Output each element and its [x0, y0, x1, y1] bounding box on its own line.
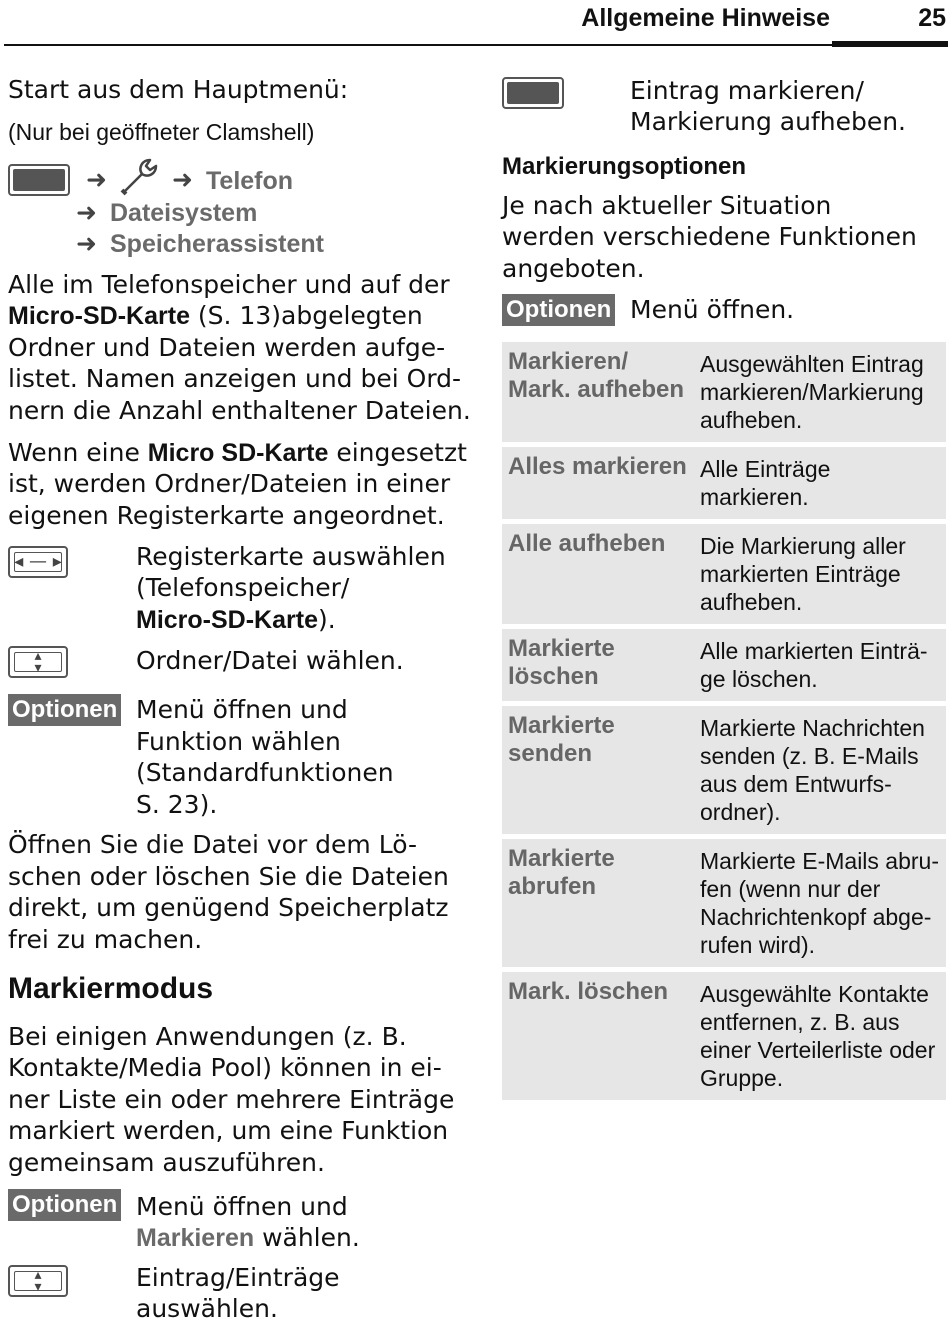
- paragraph-line: eigenen Registerkarte angeordnet.: [8, 501, 445, 530]
- step-fragment: ).: [317, 605, 336, 634]
- paragraph-line: gemeinsam auszuführen.: [8, 1148, 325, 1177]
- option-description: [694, 342, 946, 442]
- option-description: [694, 972, 946, 1100]
- option-desc-line: senden (z. B. E-Mails: [700, 743, 919, 769]
- option-name-line: Markierte: [508, 635, 615, 662]
- option-description: [694, 706, 946, 834]
- step-text: Menü öffnen und: [136, 1192, 348, 1221]
- option-name: [502, 629, 694, 701]
- step-text: Eintrag markieren/: [630, 76, 864, 105]
- table-row: [502, 706, 946, 839]
- option-name: [502, 839, 694, 967]
- step-text: [136, 604, 336, 637]
- table-row: [502, 447, 946, 524]
- paragraph-line: nern die Anzahl enthaltener Dateien.: [8, 396, 471, 425]
- option-name-line: Mark. aufheben: [508, 376, 685, 403]
- step-text: Eintrag/Einträge: [136, 1263, 340, 1292]
- header-rule: [4, 44, 948, 46]
- paragraph-line: Ordner und Dateien werden aufge-: [8, 333, 446, 362]
- option-desc-line: Ausgewählten Eintrag: [700, 351, 924, 377]
- option-desc-line: Ausgewählte Kontakte: [700, 981, 929, 1007]
- option-desc-line: Markierte Nachrichten: [700, 715, 925, 741]
- table-row: [502, 839, 946, 972]
- paragraph-line: [8, 437, 467, 470]
- step-text: [136, 1222, 360, 1255]
- option-desc-line: Nachrichtenkopf abge-: [700, 904, 932, 930]
- right-arrow-icon: ➜: [86, 165, 107, 194]
- section-heading: Markiermodus: [8, 972, 214, 1005]
- option-name: [502, 447, 694, 519]
- step-text: auswählen.: [136, 1294, 278, 1323]
- menu-term-markieren: Markieren: [136, 1224, 255, 1252]
- intro-note: (Nur bei geöffneter Clamshell): [8, 119, 315, 145]
- paragraph-line: schen oder löschen Sie die Dateien: [8, 862, 449, 891]
- step-fragment: wählen.: [254, 1223, 360, 1252]
- step-text: S. 23).: [136, 790, 218, 819]
- navigation-up-down-icon: ▴ ▾: [8, 646, 68, 678]
- step-text: Markierung aufheben.: [630, 107, 906, 136]
- option-desc-line: Gruppe.: [700, 1065, 784, 1091]
- paragraph-line: frei zu machen.: [8, 925, 203, 954]
- option-desc-line: rufen wird).: [700, 932, 816, 958]
- paragraph-line: Öffnen Sie die Datei vor dem Lö-: [8, 830, 417, 859]
- paragraph-line: werden verschiedene Funktionen: [502, 222, 917, 251]
- paragraph-line: listet. Namen anzeigen und bei Ord-: [8, 364, 462, 393]
- options-table: [502, 342, 946, 1105]
- option-description: [694, 629, 946, 701]
- paragraph-line: Alle im Telefonspeicher und auf der: [8, 270, 450, 299]
- option-desc-line: markierten Einträge: [700, 561, 901, 587]
- table-row: [502, 524, 946, 629]
- option-desc-line: markieren/Markierung: [700, 379, 924, 405]
- option-name-line: Markierte: [508, 845, 615, 872]
- paragraph-fragment: eingesetzt: [328, 438, 467, 467]
- option-desc-line: fen (wenn nur der: [700, 876, 881, 902]
- option-desc-line: Die Markierung aller: [700, 533, 906, 559]
- option-desc-line: Markierte E-Mails abru-: [700, 848, 939, 874]
- optionen-softkey-label: Optionen: [8, 1189, 121, 1221]
- option-desc-line: aufheben.: [700, 589, 803, 615]
- step-text: (Telefonspeicher/: [136, 573, 350, 602]
- header-tab-marker: [832, 41, 948, 47]
- wrench-settings-icon: [118, 156, 162, 198]
- menu-path-speicherassistent: Speicherassistent: [110, 230, 324, 258]
- paragraph-line: [8, 300, 423, 333]
- step-text: Menü öffnen.: [630, 295, 795, 324]
- paragraph-fragment: (S. 13)abgelegten: [189, 301, 423, 330]
- option-description: [694, 524, 946, 624]
- option-name-line: Markierte: [508, 712, 615, 739]
- paragraph-line: Je nach aktueller Situation: [502, 191, 832, 220]
- option-desc-line: aus dem Entwurfs-: [700, 771, 892, 797]
- navigation-left-right-icon: ◂ — ▸: [8, 546, 68, 578]
- paragraph-fragment: Wenn eine: [8, 438, 148, 467]
- option-name: [502, 342, 694, 442]
- paragraph-line: Kontakte/Media Pool) können in ei-: [8, 1053, 442, 1082]
- option-description: [694, 839, 946, 967]
- paragraph-line: ist, werden Ordner/Dateien in einer: [8, 469, 451, 498]
- option-desc-line: aufheben.: [700, 407, 803, 433]
- option-name-line: Mark. löschen: [508, 978, 669, 1005]
- center-softkey-icon: [502, 77, 564, 109]
- option-desc-line: ge löschen.: [700, 666, 818, 692]
- paragraph-line: Bei einigen Anwendungen (z. B.: [8, 1022, 407, 1051]
- step-text: Ordner/Datei wählen.: [136, 646, 404, 675]
- subheading: Markierungsoptionen: [502, 153, 747, 180]
- menu-path-telefon: Telefon: [206, 167, 294, 195]
- paragraph-line: direkt, um genügend Speicherplatz: [8, 893, 449, 922]
- table-row: [502, 629, 946, 706]
- step-text: (Standardfunktionen: [136, 758, 394, 787]
- step-text: Funktion wählen: [136, 727, 341, 756]
- optionen-softkey-label: Optionen: [502, 294, 615, 326]
- paragraph-line: markiert werden, um eine Funktion: [8, 1116, 449, 1145]
- table-row: [502, 972, 946, 1105]
- option-name-line: senden: [508, 740, 593, 767]
- term-micro-sd: Micro SD-Karte: [147, 439, 329, 467]
- option-desc-line: ordner).: [700, 799, 781, 825]
- option-name-line: Alle aufheben: [508, 530, 666, 557]
- option-desc-line: einer Verteilerliste oder: [700, 1037, 936, 1063]
- option-name-line: Alles markieren: [508, 453, 687, 480]
- option-name-line: Markieren/: [508, 348, 629, 375]
- option-name-line: abrufen: [508, 873, 597, 900]
- option-name: [502, 972, 694, 1100]
- right-arrow-icon: ➜: [76, 198, 97, 227]
- term-micro-sd: Micro-SD-Karte: [136, 606, 318, 634]
- center-softkey-icon: [8, 164, 70, 196]
- option-description: [694, 447, 946, 519]
- right-arrow-icon: ➜: [172, 165, 193, 194]
- right-arrow-icon: ➜: [76, 229, 97, 258]
- optionen-softkey-label: Optionen: [8, 694, 121, 726]
- step-text: Menü öffnen und: [136, 695, 348, 724]
- intro-line: Start aus dem Hauptmenü:: [8, 75, 349, 104]
- option-desc-line: markieren.: [700, 484, 809, 510]
- option-name: [502, 706, 694, 834]
- paragraph-line: ner Liste ein oder mehrere Einträge: [8, 1085, 455, 1114]
- paragraph-line: angeboten.: [502, 254, 645, 283]
- navigation-up-down-icon: ▴ ▾: [8, 1265, 68, 1297]
- page-number: 25: [918, 4, 946, 32]
- option-name: [502, 524, 694, 624]
- step-text: Registerkarte auswählen: [136, 542, 446, 571]
- option-name-line: löschen: [508, 663, 599, 690]
- option-desc-line: Alle markierten Einträ-: [700, 638, 928, 664]
- table-row: [502, 342, 946, 447]
- option-desc-line: entfernen, z. B. aus: [700, 1009, 900, 1035]
- menu-path-dateisystem: Dateisystem: [110, 199, 258, 227]
- term-micro-sd: Micro-SD-Karte: [8, 302, 190, 330]
- option-desc-line: Alle Einträge: [700, 456, 831, 482]
- running-header-title: Allgemeine Hinweise: [581, 4, 830, 32]
